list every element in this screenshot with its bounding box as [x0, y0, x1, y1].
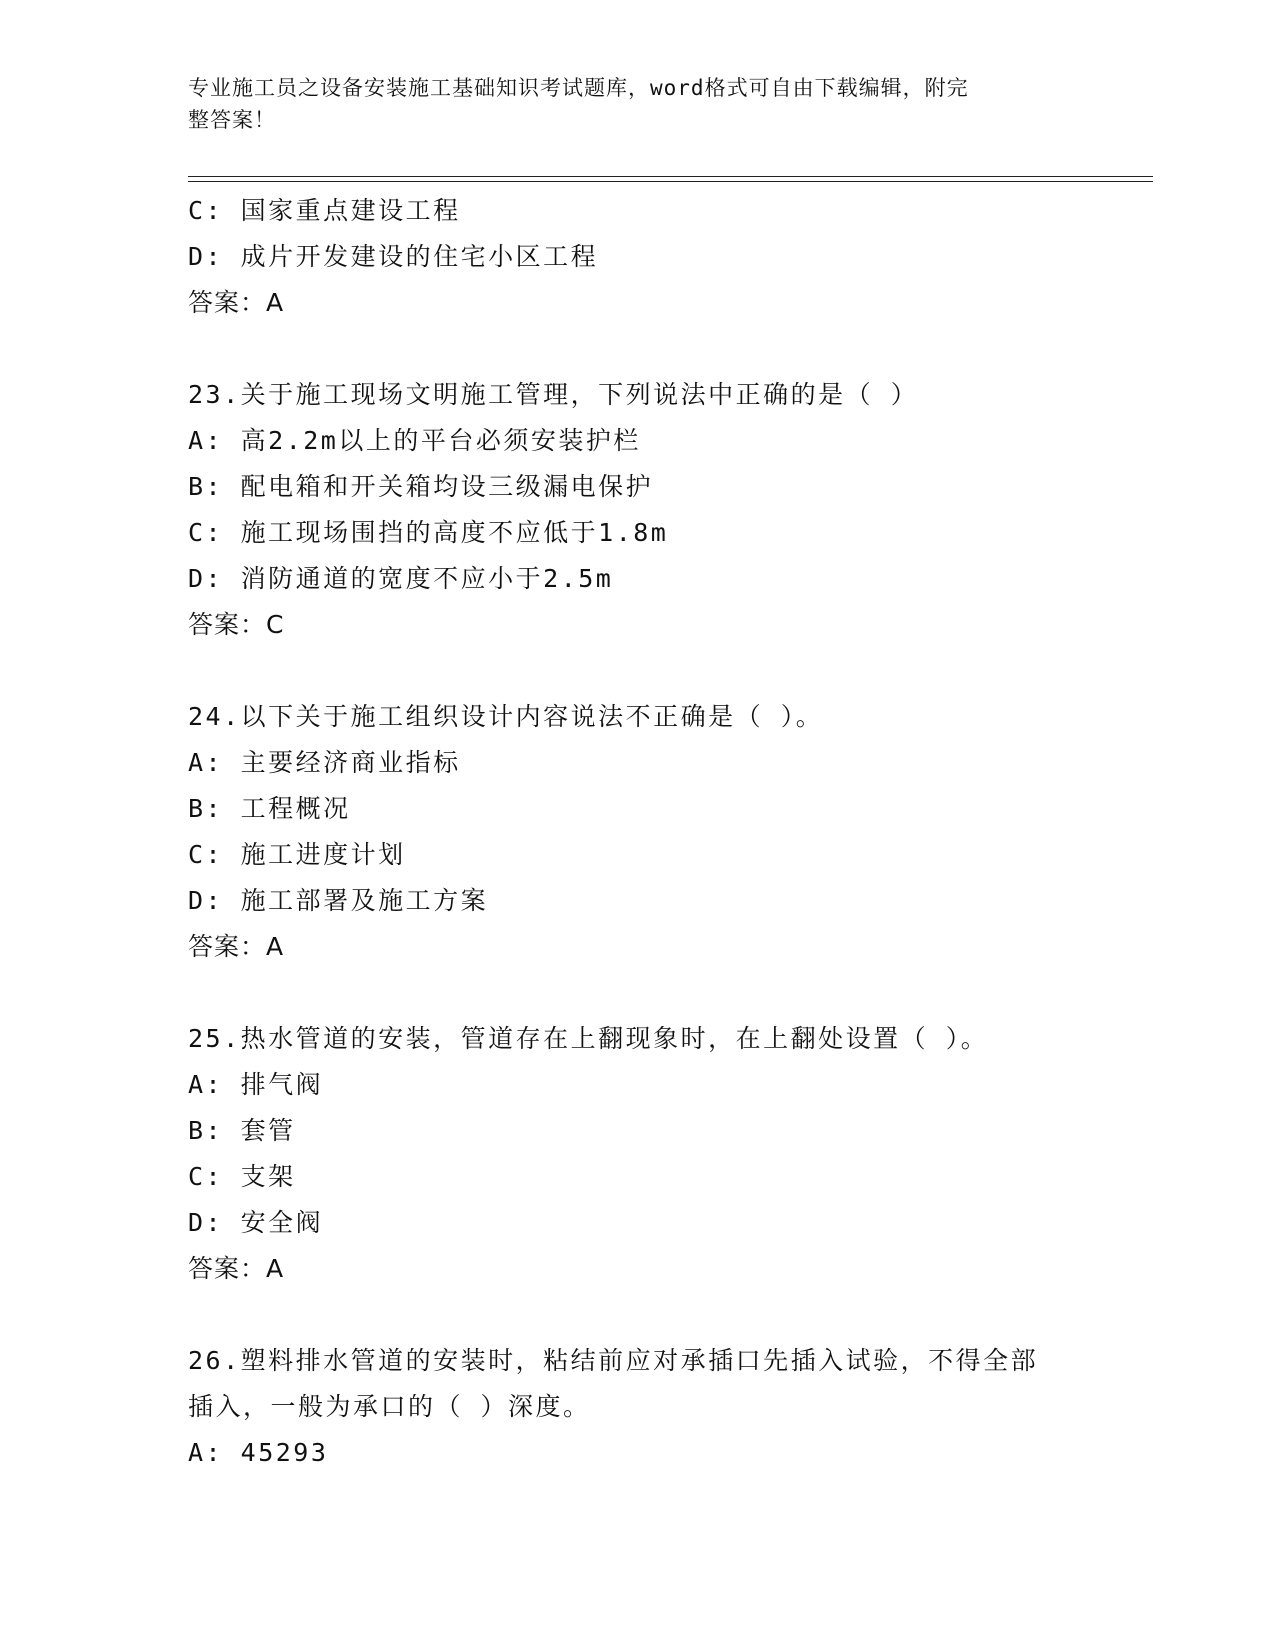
block-spacer — [188, 326, 1088, 372]
option-a: A: 45293 — [188, 1438, 329, 1467]
option-b: B: 套管 — [188, 1116, 296, 1145]
block-spacer — [188, 1292, 1088, 1338]
question-text: 23.关于施工现场文明施工管理，下列说法中正确的是（ ） — [188, 380, 919, 409]
option-d: D: 施工部署及施工方案 — [188, 886, 489, 915]
block-spacer — [188, 970, 1088, 1016]
document-header — [188, 72, 1088, 136]
header-line-1: 专业施工员之设备安装施工基础知识考试题库，word格式可自由下载编辑，附完 — [188, 76, 969, 100]
question-text: 25.热水管道的安装，管道存在上翻现象时，在上翻处设置（ ）。 — [188, 1024, 989, 1053]
answer-line: 答案：A — [188, 932, 285, 961]
option-a: A: 主要经济商业指标 — [188, 748, 461, 777]
option-d: D: 成片开发建设的住宅小区工程 — [188, 242, 599, 271]
option-a: A: 排气阀 — [188, 1070, 324, 1099]
question-text-continued: 插入，一般为承口的（ ）深度。 — [188, 1392, 591, 1421]
header-divider-bottom — [188, 181, 1153, 182]
answer-line: 答案：A — [188, 288, 285, 317]
answer-line: 答案：A — [188, 1254, 285, 1283]
question-block — [188, 1016, 1088, 1292]
option-a: A: 高2.2m以上的平台必须安装护栏 — [188, 426, 641, 455]
question-text: 24.以下关于施工组织设计内容说法不正确是（ ）。 — [188, 702, 824, 731]
header-line-2: 整答案！ — [188, 108, 276, 132]
option-c: C: 支架 — [188, 1162, 296, 1191]
option-c: C: 施工进度计划 — [188, 840, 406, 869]
option-d: D: 消防通道的宽度不应小于2.5m — [188, 564, 614, 593]
option-d: D: 安全阀 — [188, 1208, 324, 1237]
question-block — [188, 1338, 1088, 1476]
option-c: C: 施工现场围挡的高度不应低于1.8m — [188, 518, 669, 547]
question-block — [188, 188, 1088, 326]
block-spacer — [188, 648, 1088, 694]
header-divider-top — [188, 176, 1153, 177]
question-text: 26.塑料排水管道的安装时，粘结前应对承插口先插入试验，不得全部 — [188, 1346, 1039, 1375]
option-b: B: 配电箱和开关箱均设三级漏电保护 — [188, 472, 654, 501]
question-block — [188, 694, 1088, 970]
option-c: C: 国家重点建设工程 — [188, 196, 461, 225]
option-b: B: 工程概况 — [188, 794, 351, 823]
answer-line: 答案：C — [188, 610, 285, 639]
question-block — [188, 372, 1088, 648]
question-list — [188, 188, 1088, 1476]
